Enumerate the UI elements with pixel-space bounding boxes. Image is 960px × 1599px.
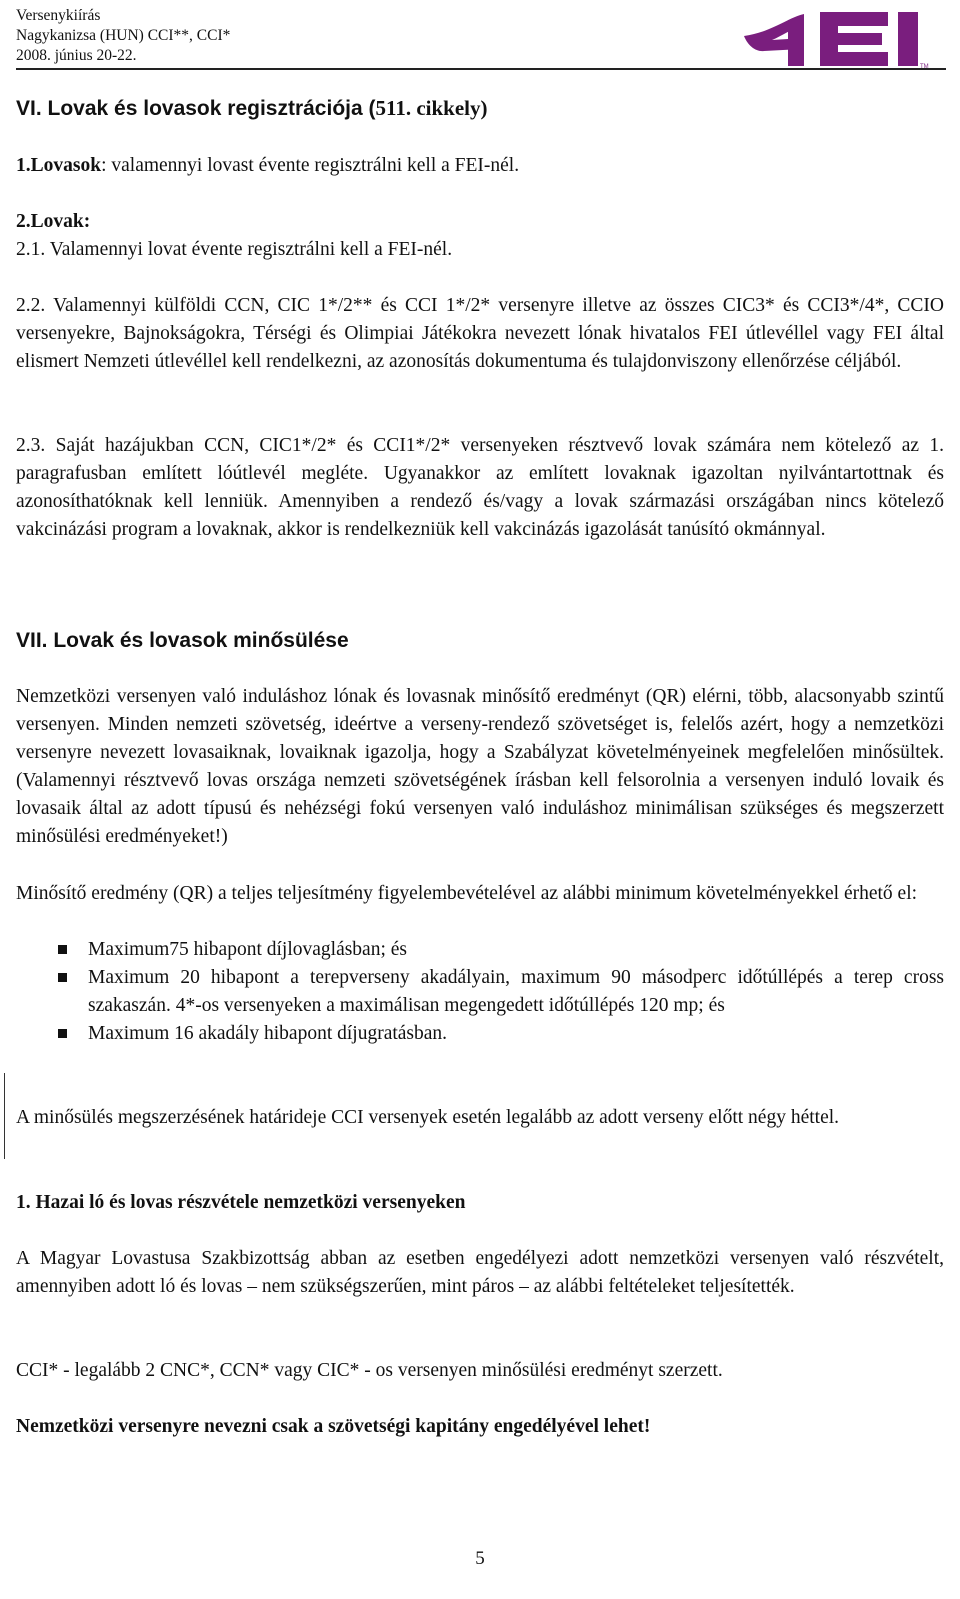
section-vii-title: VII. Lovak és lovasok minősülése [16,629,349,652]
bullet-square-icon [58,1029,67,1038]
list-item: Maximum 16 akadály hibapont díjugratásban. [16,1020,944,1048]
fei-logo-i [898,12,918,66]
section-vii-deadline: A minősülés megszerzésének határideje CCI versenyek esetén legalább az adott verseny előtt négy héttel. [16,1107,840,1128]
fei-logo-tm: TM [920,64,929,70]
bullet-square-icon [58,973,67,982]
fei-logo [742,6,932,70]
section-vi-horses: 2.Lovak: 2.1. Valamennyi lovat évente regisztrálni kell a FEI-nél. [16,208,944,264]
qr-requirements-list [16,936,944,1048]
para-2-3: 2.3. Saját hazájukban CCN, CIC1*/2* és CCI1*/2* versenyeken résztvevő lovak számára nem kötelező az 1. paragrafusban említett lóútlevél megléte. Ugyanakkor az említett lovaknak igazoltan nyilvántartottnak és azonosíthatóknak kell lenniük. Amennyiben a rendező és/vagy a lovak származási országában nincs kötelező vakcinázási program a lovaknak, akkor is rendelkezniük kell vakcinázás igazolását tanúsító okmánnyal. [16,435,944,540]
section-1-para-1: A Magyar Lovastusa Szakbizottság abban az esetben engedélyezi adott nemzetközi versenyen való részvételt, amennyiben adott ló és lovas – nem szükségszerűen, mint páros – az alábbi feltételeket teljesítették. [16,1248,944,1297]
fei-logo-f-stem [788,20,804,66]
para-2-1: 2.1. Valamennyi lovat évente regisztrálni kell a FEI-nél. [16,239,453,260]
fei-logo-e [820,12,888,66]
header-line-event: Nagykanizsa (HUN) CCI**, CCI* [16,27,231,44]
change-bar [4,1073,5,1159]
section-vii-para-1: Nemzetközi versenyen való induláshoz lónak és lovasnak minősítő eredményt (QR) elérni, több, alacsonyabb szintű versenyen. Minden nemzeti szövetség, ideértve a verseny-rendező szövetséget is, felelős azért, hogy a nemzetközi versenyre nevezett lovasaiknak, lovaiknak igazolja, hogy a Szabályzat követelményeinek megfelelően minősültek. (Valamennyi résztvevő lovas országa nemzeti szövetségének írásban kell felsorolnia a versenyen induló lovaik és lovasaik által az adott típusú és nehézségi fokú versenyen való induláshoz minimálisan szükséges és megszerzett minősülési eredményeket!) [16,686,944,847]
list-item: Maximum75 hibapont díjlovaglásban; és [16,936,944,964]
section-1-title: 1. Hazai ló és lovas részvétele nemzetközi versenyeken [16,1192,466,1213]
header-rule [16,68,946,70]
section-1-para-2: CCI* - legalább 2 CNC*, CCN* vagy CIC* - os versenyen minősülési eredményt szerzett. [16,1360,723,1381]
bullet-square-icon [58,945,67,954]
running-header [16,6,230,66]
section-vi-riders: 1.Lovasok: valamennyi lovast évente regisztrálni kell a FEI-nél. [16,155,520,176]
section-1-para-3: Nemzetközi versenyre nevezni csak a szövetségi kapitány engedélyével lehet! [16,1416,651,1437]
header-line-date: 2008. június 20-22. [16,47,137,64]
section-vii-para-2: Minősítő eredmény (QR) a teljes teljesítmény figyelembevételével az alábbi minimum követelményekkel érhető el: [16,883,918,904]
header-line-title: Versenykiírás [16,7,101,24]
para-2-2: 2.2. Valamennyi külföldi CCN, CIC 1*/2** és CCI 1*/2* versenyre illetve az összes CIC3* és CCI3*/4*, CCIO versenyekre, Bajnokságokra, Térségi és Olimpiai Játékokra nevezett lónak hivatalos FEI útlevéllel vagy FEI által elismert Nemzeti útlevéllel kell rendelkezni, az azonosítás dokumentuma és tulajdonviszony ellenőrzése céljából. [16,295,944,372]
page-number: 5 [475,1548,485,1569]
section-vi-title: VI. Lovak és lovasok regisztrációja (511. cikkely) [16,96,488,120]
list-item: Maximum 20 hibapont a terepverseny akadályain, maximum 90 másodperc időtúllépés a terep cross szakaszán. 4*-os versenyeken a maximálisan megengedett időtúllépés 120 mp; és [16,964,944,1020]
